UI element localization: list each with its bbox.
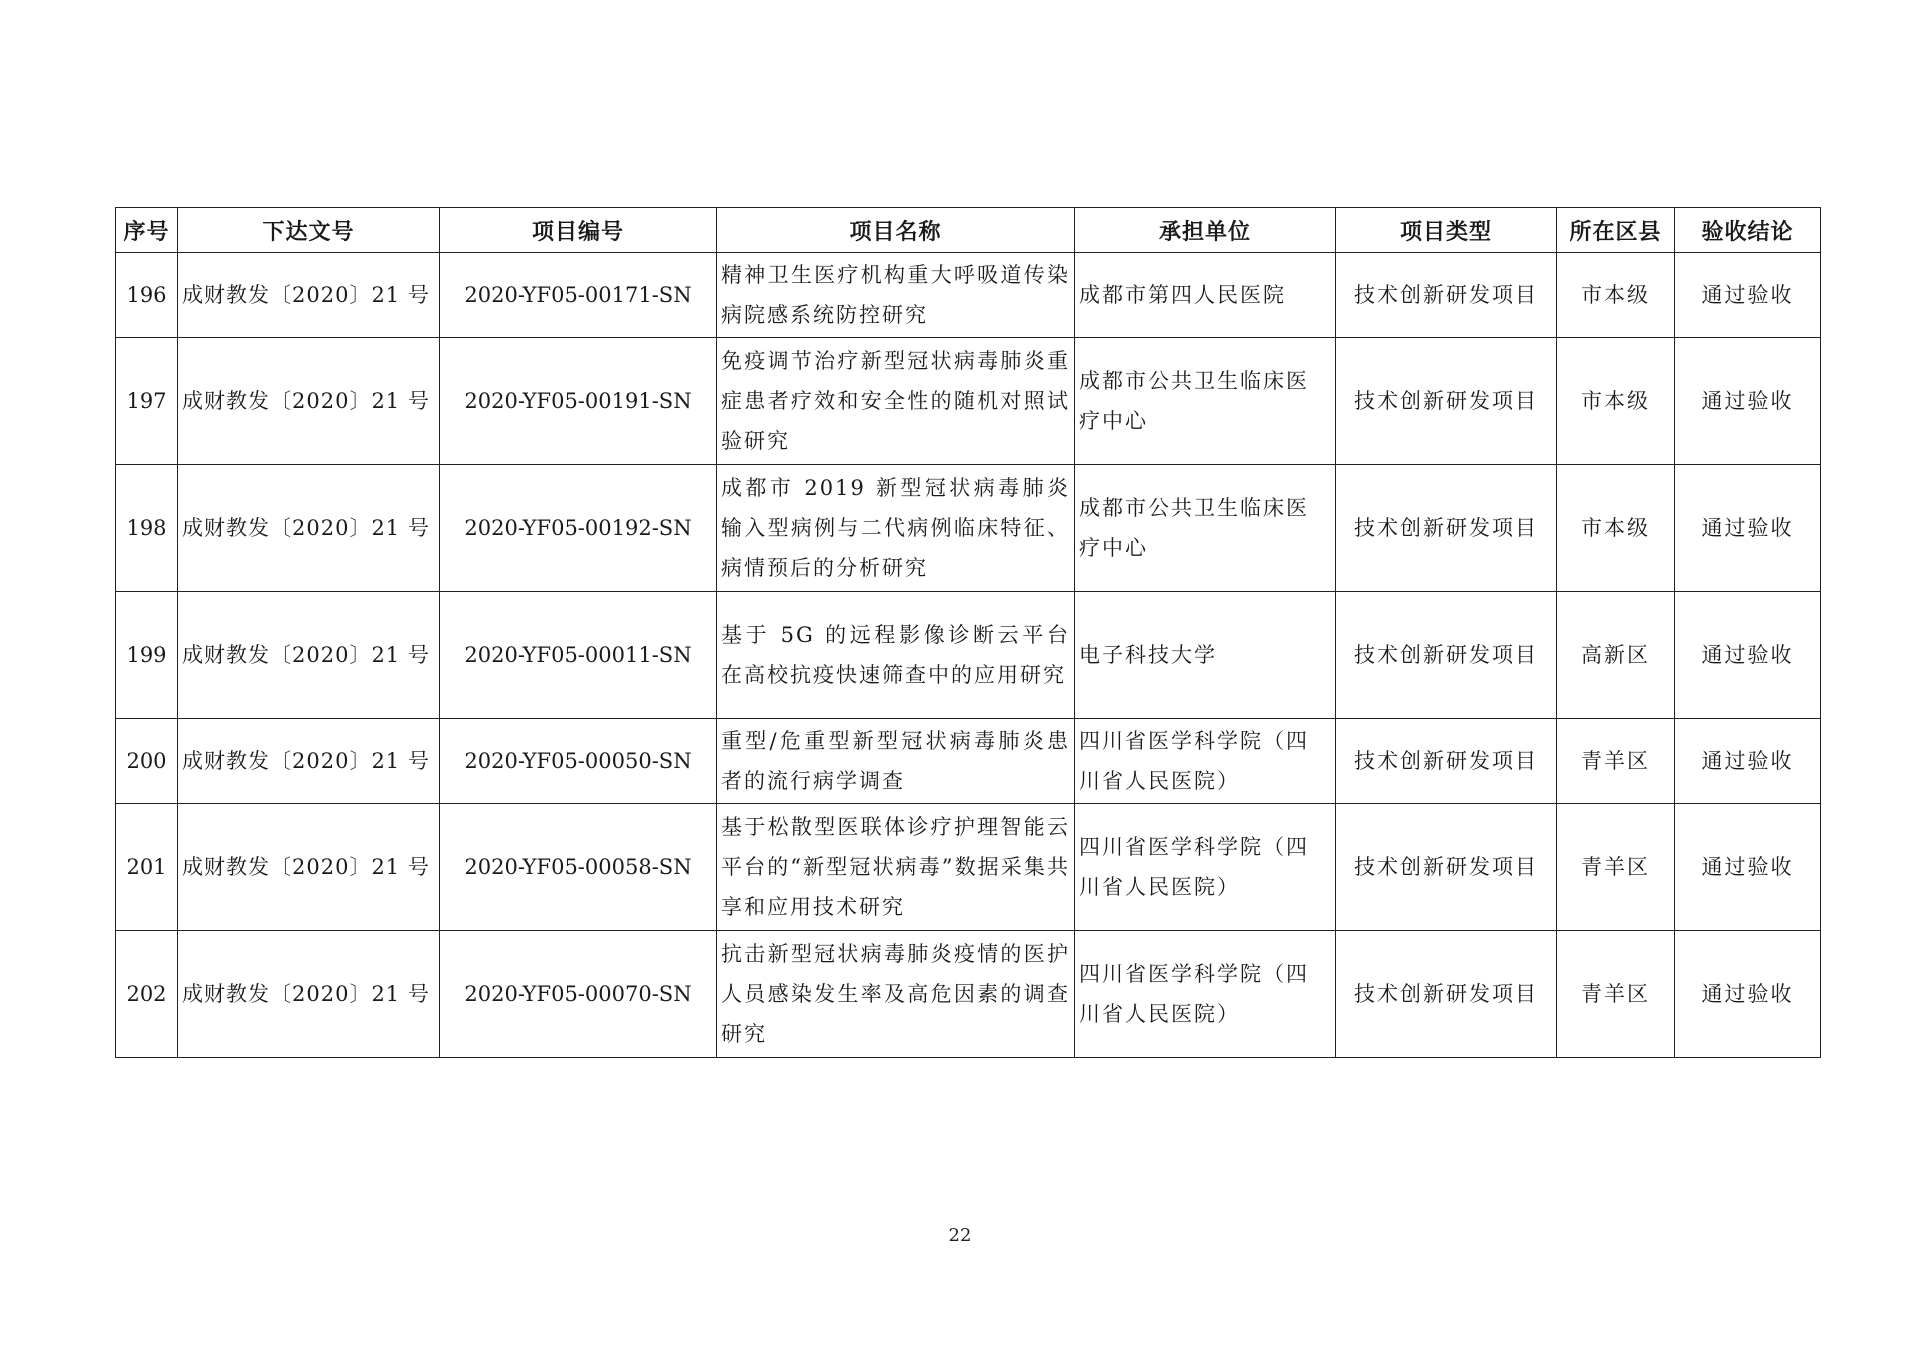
project-name-cell: 精神卫生医疗机构重大呼吸道传染病院感系统防控研究	[717, 253, 1075, 338]
document-no-cell: 成财教发〔2020〕21 号	[178, 465, 440, 592]
project-code-cell: 2020-YF05-00011-SN	[440, 592, 717, 719]
project-type-cell: 技术创新研发项目	[1336, 465, 1557, 592]
header-project-type: 项目类型	[1336, 208, 1557, 253]
project-code-cell: 2020-YF05-00191-SN	[440, 338, 717, 465]
document-no-cell: 成财教发〔2020〕21 号	[178, 253, 440, 338]
district-cell: 高新区	[1557, 592, 1675, 719]
conclusion-cell: 通过验收	[1675, 338, 1821, 465]
project-code-cell: 2020-YF05-00192-SN	[440, 465, 717, 592]
project-type-cell: 技术创新研发项目	[1336, 592, 1557, 719]
conclusion-cell: 通过验收	[1675, 465, 1821, 592]
table-row	[116, 804, 1821, 931]
project-code-cell: 2020-YF05-00171-SN	[440, 253, 717, 338]
undertaking-unit-cell: 四川省医学科学院（四川省人民医院）	[1075, 931, 1336, 1058]
document-no-cell: 成财教发〔2020〕21 号	[178, 931, 440, 1058]
undertaking-unit-cell: 成都市第四人民医院	[1075, 253, 1336, 338]
header-document-no: 下达文号	[178, 208, 440, 253]
table-row	[116, 931, 1821, 1058]
serial-no-cell: 199	[116, 592, 178, 719]
district-cell: 市本级	[1557, 253, 1675, 338]
project-name-cell: 成都市 2019 新型冠状病毒肺炎输入型病例与二代病例临床特征、病情预后的分析研究	[717, 465, 1075, 592]
undertaking-unit-cell: 成都市公共卫生临床医疗中心	[1075, 338, 1336, 465]
header-undertaking-unit: 承担单位	[1075, 208, 1336, 253]
document-no-cell: 成财教发〔2020〕21 号	[178, 592, 440, 719]
project-type-cell: 技术创新研发项目	[1336, 253, 1557, 338]
serial-no-cell: 201	[116, 804, 178, 931]
district-cell: 青羊区	[1557, 931, 1675, 1058]
conclusion-cell: 通过验收	[1675, 592, 1821, 719]
district-cell: 青羊区	[1557, 804, 1675, 931]
header-project-code: 项目编号	[440, 208, 717, 253]
project-name-cell: 重型/危重型新型冠状病毒肺炎患者的流行病学调查	[717, 719, 1075, 804]
conclusion-cell: 通过验收	[1675, 719, 1821, 804]
conclusion-cell: 通过验收	[1675, 804, 1821, 931]
table-row	[116, 253, 1821, 338]
district-cell: 市本级	[1557, 338, 1675, 465]
table-row	[116, 465, 1821, 592]
document-no-cell: 成财教发〔2020〕21 号	[178, 804, 440, 931]
serial-no-cell: 197	[116, 338, 178, 465]
project-name-cell: 抗击新型冠状病毒肺炎疫情的医护人员感染发生率及高危因素的调查研究	[717, 931, 1075, 1058]
conclusion-cell: 通过验收	[1675, 931, 1821, 1058]
project-code-cell: 2020-YF05-00058-SN	[440, 804, 717, 931]
undertaking-unit-cell: 四川省医学科学院（四川省人民医院）	[1075, 804, 1336, 931]
header-conclusion: 验收结论	[1675, 208, 1821, 253]
project-code-cell: 2020-YF05-00070-SN	[440, 931, 717, 1058]
serial-no-cell: 202	[116, 931, 178, 1058]
acceptance-table	[115, 207, 1821, 1058]
project-name-cell: 基于松散型医联体诊疗护理智能云平台的“新型冠状病毒”数据采集共享和应用技术研究	[717, 804, 1075, 931]
page-number: 22	[948, 1225, 972, 1246]
header-district: 所在区县	[1557, 208, 1675, 253]
table-row	[116, 719, 1821, 804]
serial-no-cell: 200	[116, 719, 178, 804]
header-project-name: 项目名称	[717, 208, 1075, 253]
undertaking-unit-cell: 电子科技大学	[1075, 592, 1336, 719]
serial-no-cell: 196	[116, 253, 178, 338]
header-serial-no: 序号	[116, 208, 178, 253]
project-type-cell: 技术创新研发项目	[1336, 338, 1557, 465]
project-type-cell: 技术创新研发项目	[1336, 804, 1557, 931]
document-no-cell: 成财教发〔2020〕21 号	[178, 719, 440, 804]
project-name-cell: 免疫调节治疗新型冠状病毒肺炎重症患者疗效和安全性的随机对照试验研究	[717, 338, 1075, 465]
table-row	[116, 592, 1821, 719]
district-cell: 市本级	[1557, 465, 1675, 592]
conclusion-cell: 通过验收	[1675, 253, 1821, 338]
project-type-cell: 技术创新研发项目	[1336, 931, 1557, 1058]
project-code-cell: 2020-YF05-00050-SN	[440, 719, 717, 804]
undertaking-unit-cell: 四川省医学科学院（四川省人民医院）	[1075, 719, 1336, 804]
project-name-cell: 基于 5G 的远程影像诊断云平台在高校抗疫快速筛查中的应用研究	[717, 592, 1075, 719]
project-type-cell: 技术创新研发项目	[1336, 719, 1557, 804]
serial-no-cell: 198	[116, 465, 178, 592]
table-row	[116, 338, 1821, 465]
district-cell: 青羊区	[1557, 719, 1675, 804]
undertaking-unit-cell: 成都市公共卫生临床医疗中心	[1075, 465, 1336, 592]
document-no-cell: 成财教发〔2020〕21 号	[178, 338, 440, 465]
table-header-row	[116, 208, 1821, 253]
